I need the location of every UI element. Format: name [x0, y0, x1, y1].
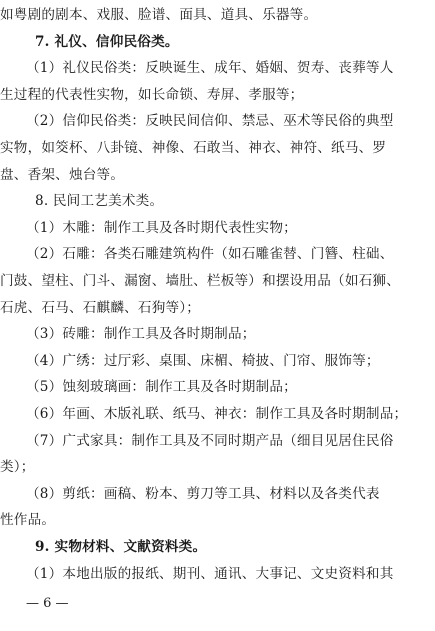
- text-line-11: 门鼓、望柱、门斗、漏窗、墙肚、栏板等）和摆设用品（如石狮、: [0, 273, 401, 289]
- text-line-14: （4）广绣：过厅彩、桌围、床楣、椅披、门帘、服饰等；: [26, 352, 380, 369]
- text-line-19: （8）剪纸：画稿、粉本、剪刀等工具、材料以及各类代表: [26, 485, 380, 502]
- text-line-7: 盘、香架、烛台等。: [0, 166, 125, 183]
- text-line-3: （1）礼仪民俗类：反映诞生、成年、婚姻、贺寿、丧葬等人: [26, 60, 394, 77]
- text-line-15: （5）蚀刻玻璃画：制作工具及各时期制品；: [26, 379, 297, 396]
- text-line-20: 性作品。: [0, 512, 56, 529]
- text-line-17: （7）广式家具：制作工具及不同时期产品（细目见居住民俗: [26, 432, 394, 449]
- text-line-5: （2）信仰民俗类：反映民间信仰、禁忌、巫术等民俗的典型: [26, 113, 394, 130]
- section-heading-9: 9. 实物材料、文献资料类。: [35, 539, 207, 555]
- page-number: — 6 —: [26, 596, 69, 612]
- text-line-13: （3）砖雕：制作工具及各时期制品；: [26, 326, 256, 343]
- text-line-22: （1）本地出版的报纸、期刊、通讯、大事记、文史资料和其: [26, 565, 394, 582]
- text-line-16: （6）年画、木版礼联、纸马、神衣：制作工具及各时期制品；: [26, 406, 408, 422]
- text-line-4: 生过程的代表性实物，如长命锁、寿屏、孝服等；: [0, 86, 304, 103]
- text-line-9: （1）木雕：制作工具及各时期代表性实物；: [26, 219, 297, 236]
- text-line-12: 石虎、石马、石麒麟、石狗等）；: [0, 299, 201, 316]
- text-line-10: （2）石雕：各类石雕建筑构件（如石雕雀替、门簪、柱础、: [26, 246, 394, 263]
- text-line-6: 实物，如筊杯、八卦镜、神像、石敢当、神衣、神符、纸马、罗: [0, 140, 387, 156]
- text-line-1: 如粤剧的剧本、戏服、脸谱、面具、道具、乐器等。: [0, 7, 318, 23]
- text-line-18: 类）；: [0, 459, 35, 476]
- section-heading-7: 7. 礼仪、信仰民俗类。: [35, 33, 179, 50]
- section-heading-8: 8. 民间工艺美术类。: [35, 193, 164, 210]
